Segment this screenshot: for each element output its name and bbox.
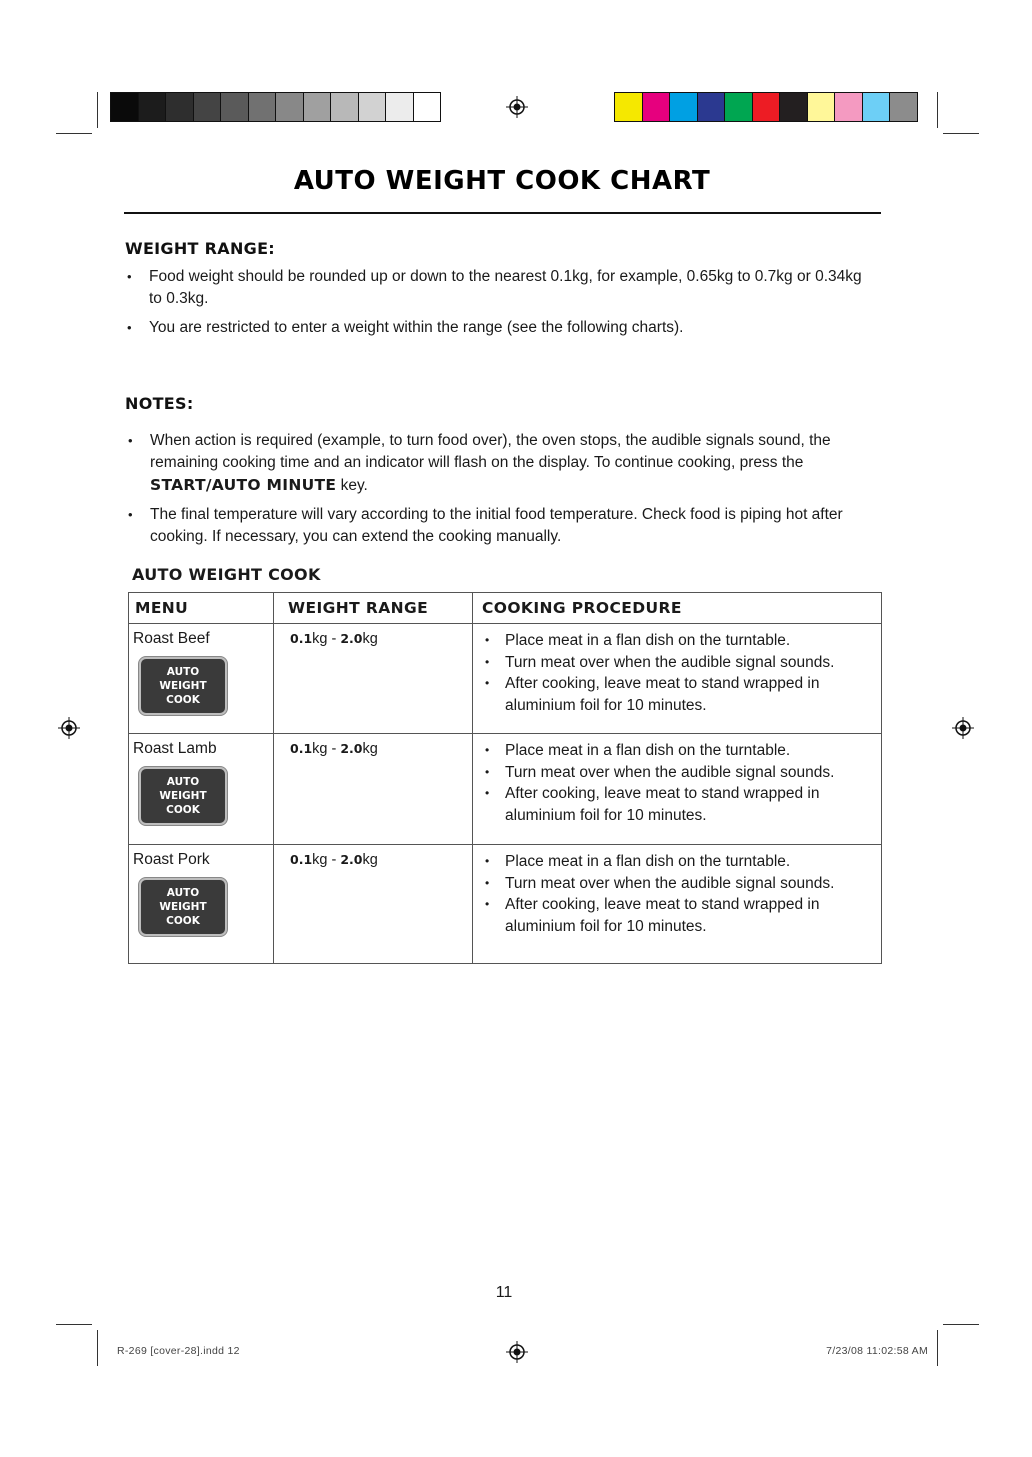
gray-color-bar: [110, 92, 441, 122]
color-swatch: [808, 93, 836, 121]
procedure-step: • Place meat in a flan dish on the turntable.: [483, 630, 877, 652]
column-header-menu: MENU: [129, 593, 274, 624]
trim-mark: [937, 92, 938, 128]
registration-mark-icon: [506, 96, 528, 118]
button-label: COOK: [166, 804, 200, 816]
procedure-step: • Place meat in a flan dish on the turntable.: [483, 740, 877, 762]
range-min: 0.1: [290, 852, 313, 867]
color-swatch: [863, 93, 891, 121]
button-label: WEIGHT: [159, 680, 207, 692]
button-label: COOK: [166, 694, 200, 706]
registration-mark-icon: [58, 717, 80, 739]
range-max: 2.0: [340, 741, 363, 756]
color-swatch: [414, 93, 441, 121]
table-caption: AUTO WEIGHT COOK: [132, 565, 321, 584]
procedure-cell: [473, 845, 882, 964]
procedure-cell: [473, 734, 882, 845]
weight-range-cell: [274, 624, 473, 734]
table-header-row: [129, 593, 882, 624]
color-swatch: [615, 93, 643, 121]
notes-heading: NOTES:: [125, 394, 194, 413]
trim-mark: [937, 1330, 938, 1366]
column-header-cooking-procedure: COOKING PROCEDURE: [473, 593, 882, 624]
list-item: • Food weight should be rounded up or down to the nearest 0.1kg, for example, 0.65kg to 0.7kg or 0.34kg to 0.3kg.: [125, 266, 875, 310]
color-swatch: [276, 93, 304, 121]
button-label: WEIGHT: [159, 901, 207, 913]
trim-mark: [97, 92, 98, 128]
table-row: [129, 624, 882, 734]
auto-weight-cook-table: [128, 592, 882, 964]
page-number: 11: [495, 1284, 513, 1301]
range-separator: kg -: [312, 852, 341, 868]
range-max: 2.0: [340, 852, 363, 867]
range-separator: kg -: [312, 631, 341, 647]
range-min: 0.1: [290, 631, 313, 646]
trim-mark: [943, 1324, 979, 1325]
title-rule: [124, 212, 881, 214]
color-swatch: [111, 93, 139, 121]
procedure-cell: [473, 624, 882, 734]
procedure-step: • After cooking, leave meat to stand wrapped in aluminium foil for 10 minutes.: [483, 783, 877, 826]
table-row: [129, 845, 882, 964]
registration-mark-icon: [506, 1341, 528, 1363]
range-min: 0.1: [290, 741, 313, 756]
color-swatch: [359, 93, 387, 121]
menu-cell: [129, 845, 274, 964]
color-swatch: [753, 93, 781, 121]
procedure-step: • Turn meat over when the audible signal sounds.: [483, 652, 877, 674]
button-label: AUTO: [166, 776, 200, 788]
registration-mark-icon: [952, 717, 974, 739]
table-row: [129, 734, 882, 845]
color-swatch: [725, 93, 753, 121]
procedure-list: [477, 851, 877, 937]
color-swatch: [780, 93, 808, 121]
start-auto-minute-key: START/AUTO MINUTE: [150, 476, 337, 494]
menu-name: Roast Lamb: [133, 740, 217, 757]
trim-mark: [56, 1324, 92, 1325]
color-swatch: [643, 93, 671, 121]
color-swatch: [139, 93, 167, 121]
note-text-tail: key.: [340, 477, 368, 494]
menu-cell: [129, 734, 274, 845]
procedure-step: • Turn meat over when the audible signal sounds.: [483, 873, 877, 895]
menu-name: Roast Beef: [133, 630, 210, 647]
auto-weight-cook-button: [139, 878, 227, 936]
range-unit: kg: [362, 631, 378, 647]
weight-range-cell: [274, 734, 473, 845]
trim-mark: [56, 133, 92, 134]
list-item: • The final temperature will vary according to the initial food temperature. Check food is piping hot after cooking. If necessary, you can extend the cooking manually.: [126, 504, 876, 548]
process-color-bar: [614, 92, 918, 122]
color-swatch: [249, 93, 277, 121]
color-swatch: [331, 93, 359, 121]
procedure-list: [477, 630, 877, 716]
button-label: AUTO: [166, 666, 200, 678]
button-label: WEIGHT: [159, 790, 207, 802]
auto-weight-cook-button: [139, 767, 227, 825]
column-header-weight-range: WEIGHT RANGE: [274, 593, 473, 624]
color-swatch: [221, 93, 249, 121]
button-label: COOK: [166, 915, 200, 927]
weight-range-cell: [274, 845, 473, 964]
page-title: AUTO WEIGHT COOK CHART: [293, 166, 711, 196]
note-text: When action is required (example, to turn food over), the oven stops, the audible signals sound, the remaining cooking time and an indicator will flash on the display. To continue cooking, press the: [150, 432, 831, 471]
procedure-step: • Turn meat over when the audible signal sounds.: [483, 762, 877, 784]
color-swatch: [194, 93, 222, 121]
color-swatch: [304, 93, 332, 121]
range-unit: kg: [362, 741, 378, 757]
trim-mark: [97, 1330, 98, 1366]
range-max: 2.0: [340, 631, 363, 646]
menu-name: Roast Pork: [133, 851, 210, 868]
color-swatch: [698, 93, 726, 121]
color-swatch: [386, 93, 414, 121]
weight-range-list: [125, 266, 875, 346]
color-swatch: [670, 93, 698, 121]
color-swatch: [166, 93, 194, 121]
color-swatch: [835, 93, 863, 121]
range-separator: kg -: [312, 741, 341, 757]
menu-cell: [129, 624, 274, 734]
notes-list: [126, 430, 876, 555]
procedure-step: • After cooking, leave meat to stand wrapped in aluminium foil for 10 minutes.: [483, 673, 877, 716]
list-item: [126, 430, 876, 497]
button-label: AUTO: [166, 887, 200, 899]
color-swatch: [890, 93, 917, 121]
list-item: • You are restricted to enter a weight within the range (see the following charts).: [125, 317, 875, 339]
auto-weight-cook-button: [139, 657, 227, 715]
procedure-step: • After cooking, leave meat to stand wrapped in aluminium foil for 10 minutes.: [483, 894, 877, 937]
range-unit: kg: [362, 852, 378, 868]
print-slug-file: R-269 [cover-28].indd 12: [117, 1345, 240, 1357]
weight-range-heading: WEIGHT RANGE:: [125, 239, 275, 258]
procedure-list: [477, 740, 877, 826]
procedure-step: • Place meat in a flan dish on the turntable.: [483, 851, 877, 873]
trim-mark: [943, 133, 979, 134]
print-slug-timestamp: 7/23/08 11:02:58 AM: [826, 1345, 928, 1357]
